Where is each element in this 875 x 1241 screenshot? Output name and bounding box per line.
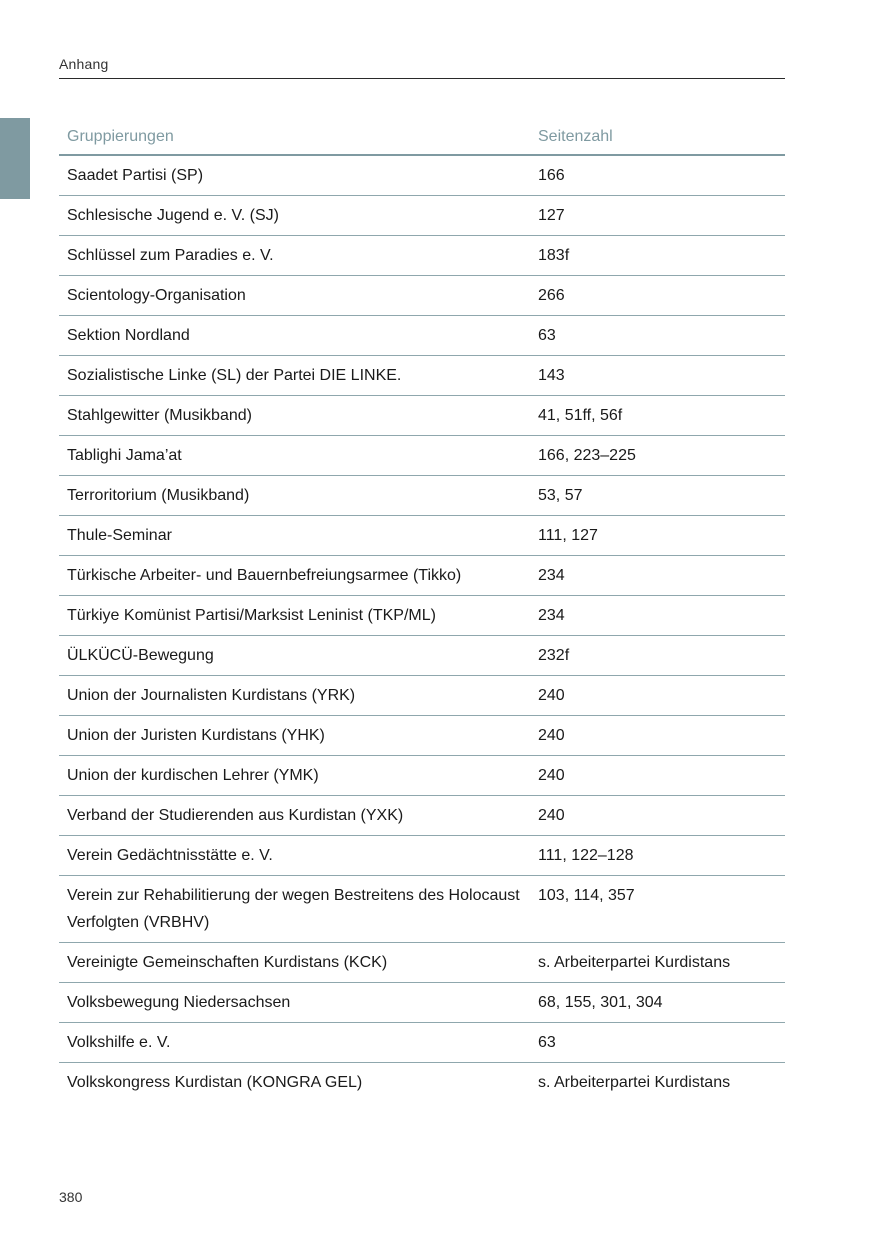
table-row — [59, 676, 785, 716]
page-reference-cell: 166, 223–225 — [538, 447, 636, 464]
group-name-cell: Schlüssel zum Paradies e. V. — [67, 247, 274, 264]
page-reference-cell: 240 — [538, 767, 565, 784]
column-header-pages: Seitenzahl — [538, 127, 613, 145]
group-name-cell: ÜLKÜCÜ-Bewegung — [67, 647, 214, 664]
group-name-cell: Saadet Partisi (SP) — [67, 167, 204, 184]
group-name-cell: Union der Journalisten Kurdistans (YRK) — [67, 687, 356, 704]
page-reference-cell: 111, 127 — [538, 527, 598, 544]
table-row — [59, 436, 785, 476]
page-reference-cell: 232f — [538, 647, 570, 664]
table-row — [59, 516, 785, 556]
table-row — [59, 756, 785, 796]
page-reference-cell: s. Arbeiterpartei Kurdistans — [538, 1074, 731, 1091]
table-row — [59, 316, 785, 356]
table-row — [59, 276, 785, 316]
group-name-cell: Volksbewegung Niedersachsen — [67, 994, 291, 1011]
page-reference-cell: 166 — [538, 167, 565, 184]
page-reference-cell: 53, 57 — [538, 487, 583, 504]
group-name-cell: Verband der Studierenden aus Kurdistan (YXK) — [67, 807, 404, 824]
page-reference-cell: 183f — [538, 247, 570, 264]
page-reference-cell: 143 — [538, 367, 565, 384]
table-row — [59, 943, 785, 983]
page-reference-cell: 63 — [538, 1034, 556, 1051]
table-row — [59, 236, 785, 276]
group-name-cell: Tablighi Jama’at — [67, 447, 182, 464]
table-row — [59, 876, 785, 943]
page-reference-cell: 41, 51ff, 56f — [538, 407, 623, 424]
group-name-cell: Union der Juristen Kurdistans (YHK) — [67, 727, 325, 744]
table-row — [59, 716, 785, 756]
group-name-cell: Thule-Seminar — [67, 527, 172, 544]
group-name-cell: Verein zur Rehabilitierung der wegen Bestreitens des Holocaust Verfolgten (VRBHV) — [67, 887, 520, 931]
group-name-cell: Sektion Nordland — [67, 327, 190, 344]
page-reference-cell: 240 — [538, 687, 565, 704]
page-number: 380 — [59, 1189, 83, 1205]
page-reference-cell: 234 — [538, 567, 565, 584]
column-header-groups: Gruppierungen — [67, 127, 174, 145]
group-name-cell: Volkskongress Kurdistan (KONGRA GEL) — [67, 1074, 363, 1091]
group-name-cell: Sozialistische Linke (SL) der Partei DIE LINKE. — [67, 367, 402, 384]
page-reference-cell: s. Arbeiterpartei Kurdistans — [538, 954, 731, 971]
table-row — [59, 796, 785, 836]
group-name-cell: Volkshilfe e. V. — [67, 1034, 171, 1051]
running-head-title: Anhang — [59, 56, 109, 72]
table-row — [59, 1023, 785, 1063]
table-row — [59, 836, 785, 876]
header-divider — [59, 78, 785, 79]
group-name-cell: Verein Gedächtnisstätte e. V. — [67, 847, 273, 864]
table-row — [59, 196, 785, 236]
page-reference-cell: 68, 155, 301, 304 — [538, 994, 663, 1011]
table-header — [59, 118, 785, 156]
page-reference-cell: 127 — [538, 207, 565, 224]
page-reference-cell: 266 — [538, 287, 565, 304]
index-table — [59, 118, 785, 1102]
table-row — [59, 596, 785, 636]
table-row — [59, 983, 785, 1023]
table-row — [59, 556, 785, 596]
chapter-side-tab — [0, 118, 30, 199]
page-reference-cell: 111, 122–128 — [538, 847, 634, 864]
group-name-cell: Vereinigte Gemeinschaften Kurdistans (KCK) — [67, 954, 388, 971]
table-body — [59, 156, 785, 1102]
page-reference-cell: 240 — [538, 727, 565, 744]
table-row — [59, 356, 785, 396]
group-name-cell: Terroritorium (Musikband) — [67, 487, 250, 504]
group-name-cell: Union der kurdischen Lehrer (YMK) — [67, 767, 319, 784]
table-row — [59, 476, 785, 516]
page-reference-cell: 63 — [538, 327, 556, 344]
group-name-cell: Türkische Arbeiter- und Bauernbefreiungsarmee (Tikko) — [67, 567, 462, 584]
table-row — [59, 396, 785, 436]
table-row — [59, 636, 785, 676]
page-reference-cell: 240 — [538, 807, 565, 824]
table-row — [59, 1063, 785, 1102]
group-name-cell: Stahlgewitter (Musikband) — [67, 407, 252, 424]
group-name-cell: Scientology-Organisation — [67, 287, 246, 304]
page-reference-cell: 103, 114, 357 — [538, 887, 635, 904]
page-reference-cell: 234 — [538, 607, 565, 624]
table-row — [59, 156, 785, 196]
group-name-cell: Türkiye Komünist Partisi/Marksist Leninist (TKP/ML) — [67, 607, 436, 624]
group-name-cell: Schlesische Jugend e. V. (SJ) — [67, 207, 279, 224]
